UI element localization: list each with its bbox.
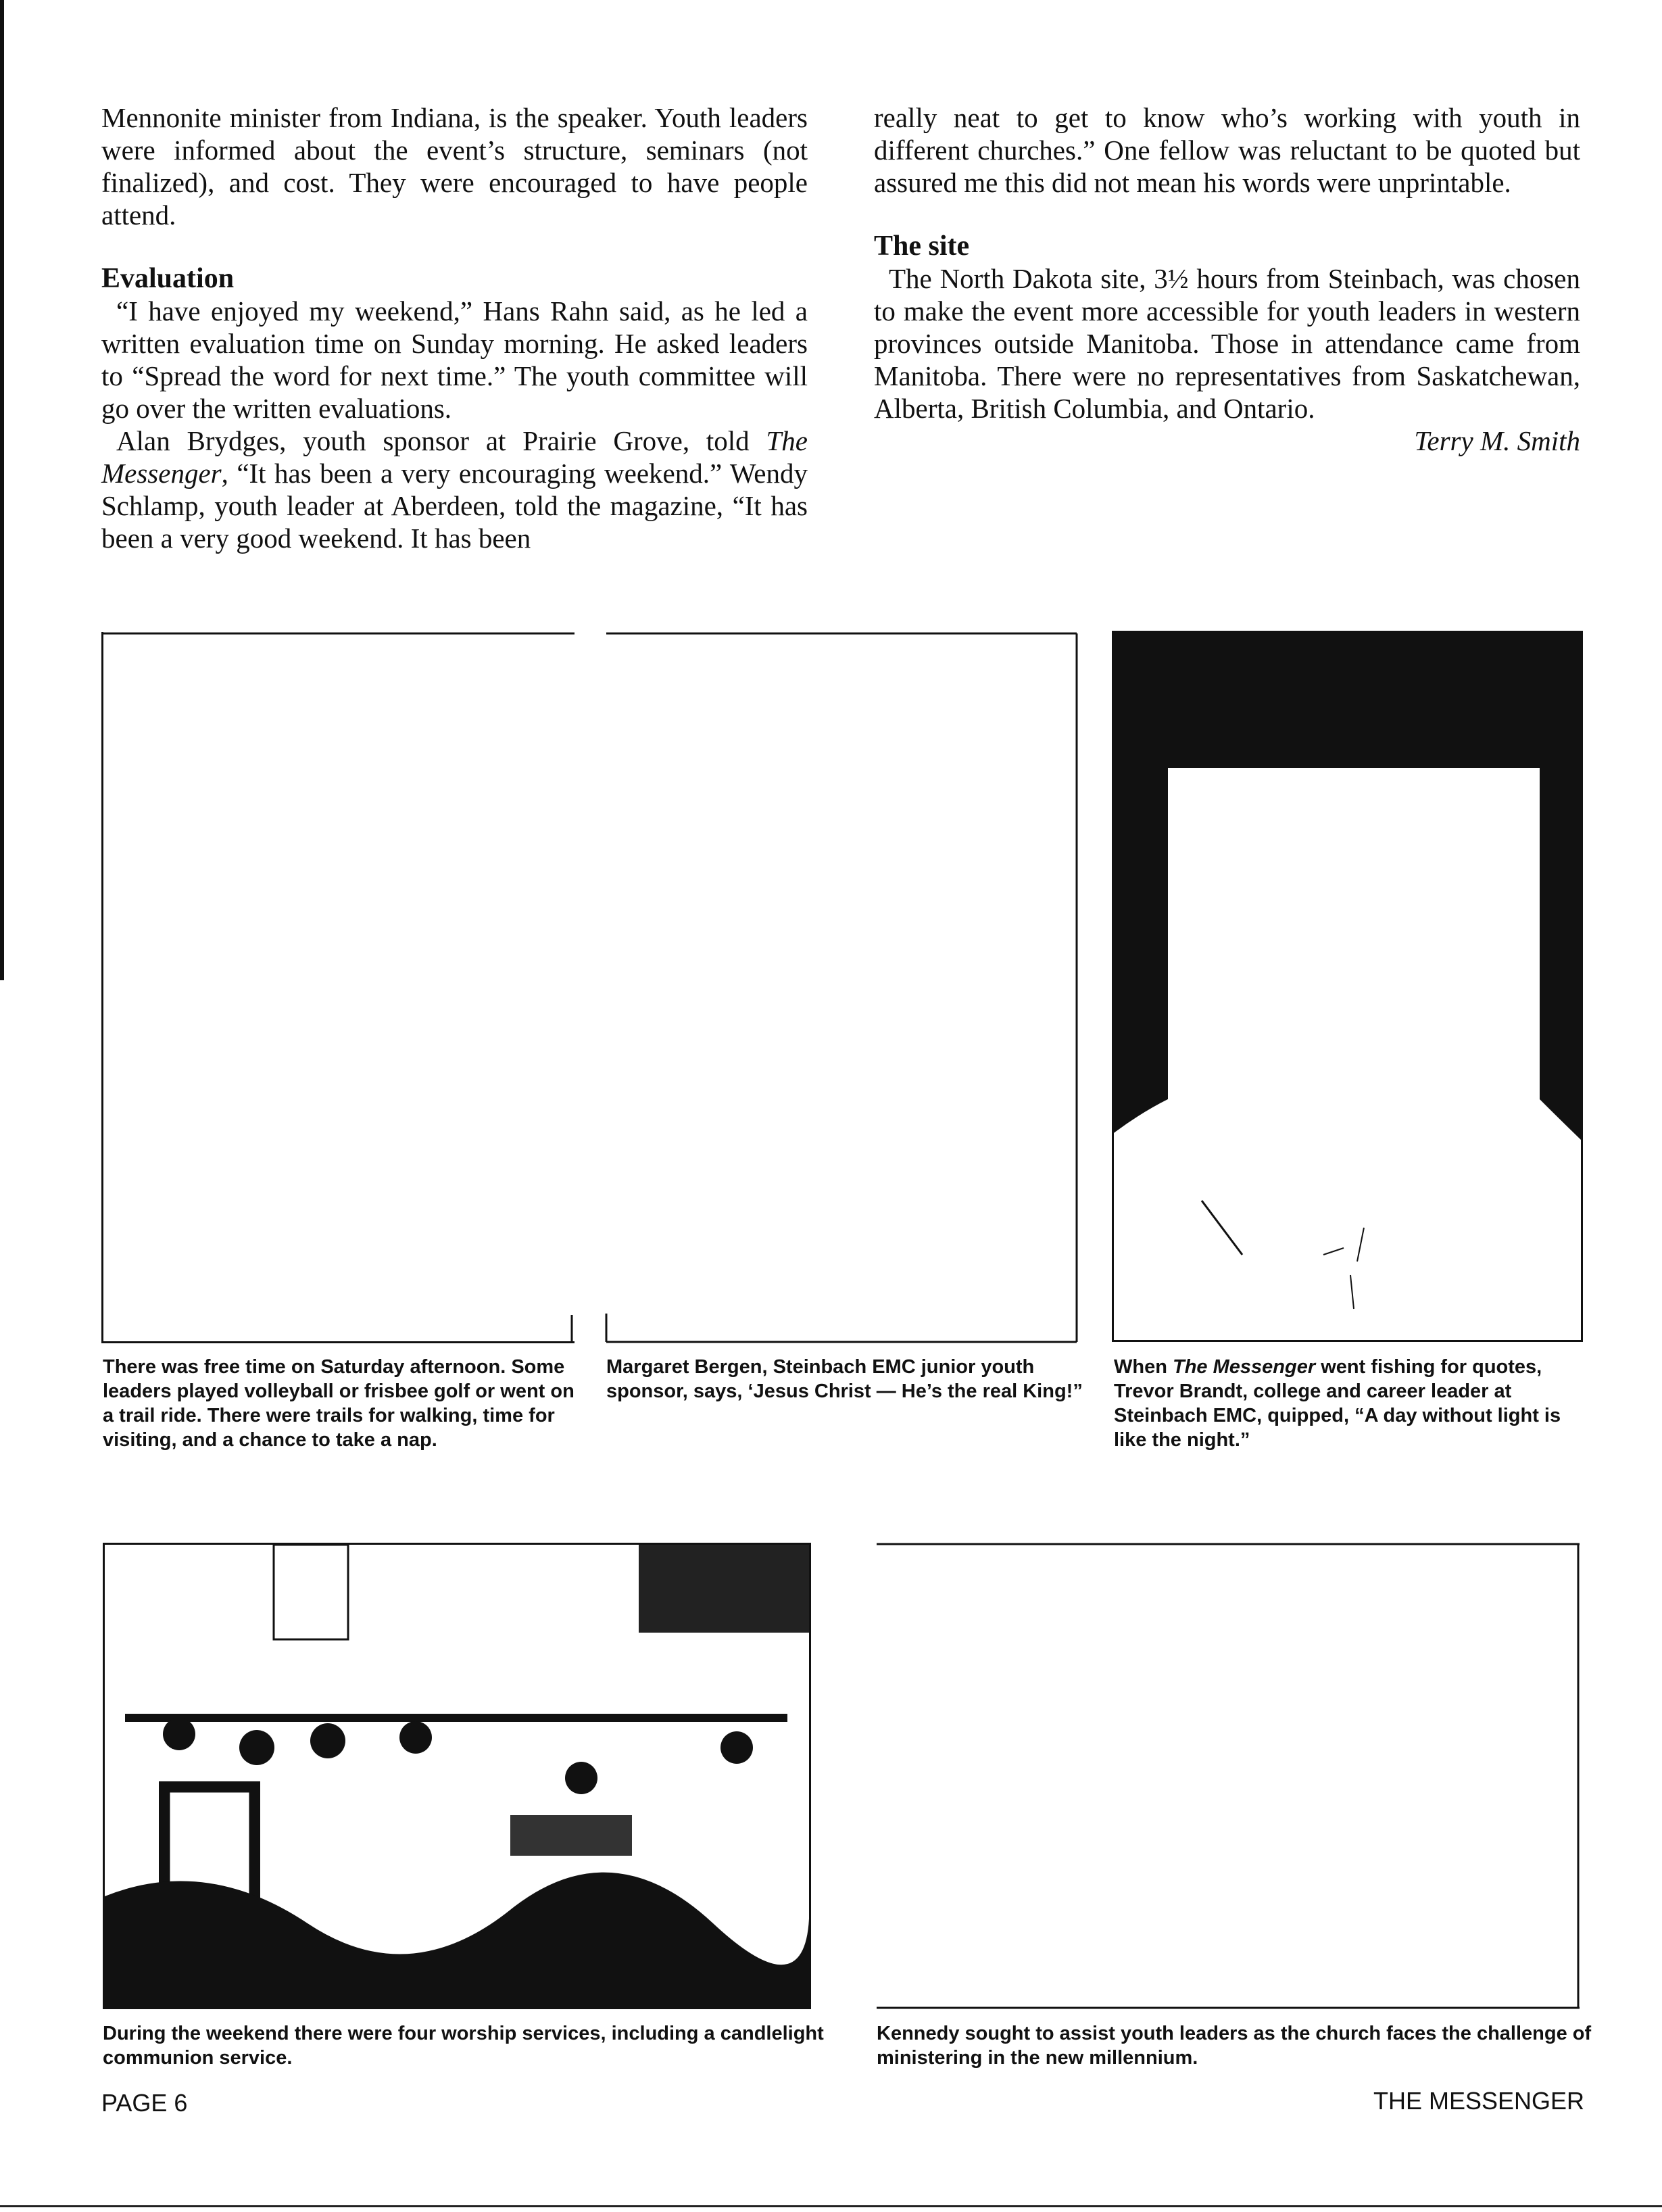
photo-worship-service [103, 1543, 811, 2009]
scan-bottom-rule [0, 2205, 1662, 2207]
publication-name: THE MESSENGER [1373, 2087, 1584, 2115]
page-number: PAGE 6 [101, 2089, 188, 2117]
scan-edge-rule [0, 0, 4, 980]
article-right-column [874, 101, 1580, 457]
byline: Terry M. Smith [1414, 425, 1580, 456]
caption-photo-kennedy: Kennedy sought to assist youth leaders as the church faces the challenge of ministering in the new millennium. [877, 2023, 1592, 2069]
article-paragraph: The North Dakota site, 3½ hours from Steinbach, was chosen to make the event more accessible for youth leaders in western provinces outside Manitoba. Those in attendance came from Manitoba. There were no representatives from Saskatchewan, Alberta, British Columbia, and Ontario. [874, 263, 1580, 424]
caption-photo-trevor-brandt: When The Messenger went fishing for quotes, Trevor Brandt, college and career leader at Steinbach EMC, quipped, “A day without light is like the night.” [1114, 1356, 1561, 1451]
caption-photo-free-time: There was free time on Saturday afternoon. Some leaders played volleyball or frisbee golf or went on a trail ride. There were trails for walking, time for visiting, and a chance to take a nap. [103, 1356, 575, 1451]
photo-free-time [101, 632, 575, 1343]
photo-worship-band-image [105, 1545, 809, 2007]
photo-doorway-image [1114, 633, 1581, 1340]
caption-photo-worship-service: During the weekend there were four worship services, including a candlelight communion service. [103, 2023, 824, 2069]
photo-trevor-brandt [1112, 631, 1583, 1342]
section-heading-evaluation: Evaluation [101, 263, 235, 294]
article-paragraph: Alan Brydges, youth sponsor at Prairie Grove, told The Messenger, “It has been a very encouraging weekend.” Wendy Schlamp, youth leader at Aberdeen, told the magazine, “It has been a very good weekend. It has been [101, 425, 808, 554]
section-heading-site: The site [874, 231, 970, 262]
photo-kennedy [877, 1543, 1580, 2009]
photo-placeholder [877, 1543, 1580, 2009]
article-left-column [101, 101, 808, 554]
photo-margaret-bergen [605, 632, 1078, 1343]
photo-placeholder [101, 632, 575, 1343]
caption-photo-margaret-bergen: Margaret Bergen, Steinbach EMC junior youth sponsor, says, ‘Jesus Christ — He’s the real King!” [606, 1356, 1083, 1402]
article-paragraph: Mennonite minister from Indiana, is the speaker. Youth leaders were informed about the event’s structure, seminars (not finalized), and cost. They were encouraged to have people attend. [101, 102, 808, 231]
article-paragraph: really neat to get to know who’s working with youth in different churches.” One fellow was reluctant to be quoted but assured me this did not mean his words were unprintable. [874, 102, 1580, 198]
photo-placeholder [605, 632, 1078, 1343]
article-paragraph: “I have enjoyed my weekend,” Hans Rahn said, as he led a written evaluation time on Sunday morning. He asked leaders to “Spread the word for next time.” The youth committee will go over the written evaluations. [101, 295, 808, 424]
